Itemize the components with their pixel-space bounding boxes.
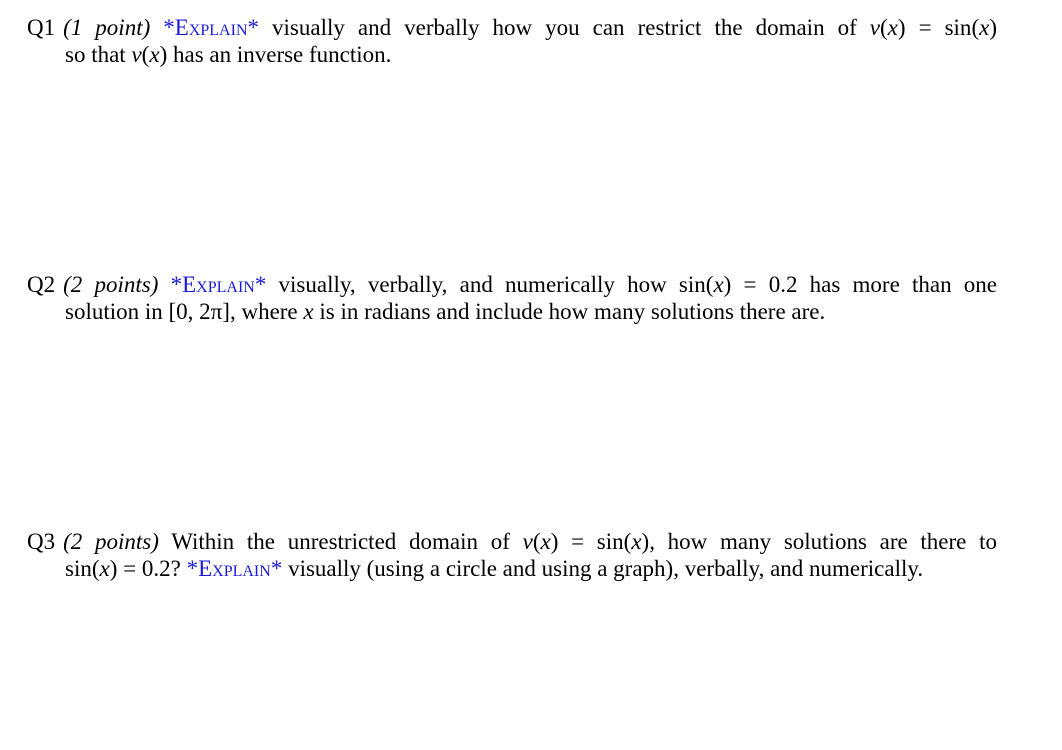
math-equals: = <box>558 529 597 554</box>
question-1-line-1: Q1 (1 point) *Explain* visually and verbally how you can restrict the domain of v(x) = sin(x) <box>27 15 997 40</box>
question-number: Q3 <box>27 529 56 554</box>
question-2-line-2 <box>27 298 1017 325</box>
math-x: x <box>303 299 314 324</box>
question-1-line-2: so that v(x) has an inverse function. <box>65 42 392 67</box>
math-sin: sin <box>596 529 624 554</box>
question-text: visually and verbally how you can restrict the domain of <box>259 15 870 40</box>
math-x: x <box>887 15 898 40</box>
explain-keyword: *Explain* <box>170 272 267 297</box>
question-3-line-2: sin(x) = 0.2? *Explain* visually (using a circle and using a graph), verbally, and numerically. <box>65 556 924 581</box>
question-text: visually, verbally, and numerically how <box>266 272 679 297</box>
math-x: x <box>540 529 551 554</box>
question-1 <box>27 14 1017 68</box>
question-text: solution in <box>65 299 169 324</box>
explain-keyword: *Explain* <box>163 15 259 40</box>
question-text: Within the unrestricted domain of <box>158 529 523 554</box>
question-2 <box>27 271 1017 325</box>
math-x: x <box>99 556 110 581</box>
question-text: has an inverse function. <box>167 42 392 67</box>
question-3 <box>27 528 1017 582</box>
math-x: x <box>979 15 990 40</box>
explain-keyword: *Explain* <box>186 556 283 581</box>
question-number: Q2 <box>27 272 56 297</box>
question-text: is in radians and include how many solutions there are. <box>313 299 826 324</box>
question-text: = 0.2 has more than one <box>731 272 997 297</box>
math-x: x <box>149 42 160 67</box>
math-x: x <box>631 529 642 554</box>
math-sin: sin <box>944 15 972 40</box>
math-sin: sin <box>65 556 92 581</box>
math-sin: sin <box>678 272 706 297</box>
question-2-line-1: Q2 (2 points) *Explain* visually, verbally, and numerically how sin(x) = 0.2 has more than one <box>27 272 997 297</box>
points-label: (1 point) <box>63 15 151 40</box>
points-label: (2 points) <box>63 272 159 297</box>
math-equals: = <box>905 15 945 40</box>
question-text: , where <box>229 299 304 324</box>
question-text: = 0.2? <box>117 556 187 581</box>
question-text: so that <box>65 42 132 67</box>
question-text: , how many solutions are there to <box>649 529 997 554</box>
question-number: Q1 <box>27 15 56 40</box>
question-text: visually (using a circle and using a graph), verbally, and numerically. <box>282 556 924 581</box>
math-v: v <box>869 15 880 40</box>
math-v: v <box>131 42 142 67</box>
points-label: (2 points) <box>63 529 159 554</box>
math-v: v <box>522 529 533 554</box>
math-interval: [0, 2π] <box>168 299 230 324</box>
math-x: x <box>713 272 724 297</box>
question-3-line-1: Q3 (2 points) Within the unrestricted domain of v(x) = sin(x), how many solutions are there to <box>27 529 997 554</box>
